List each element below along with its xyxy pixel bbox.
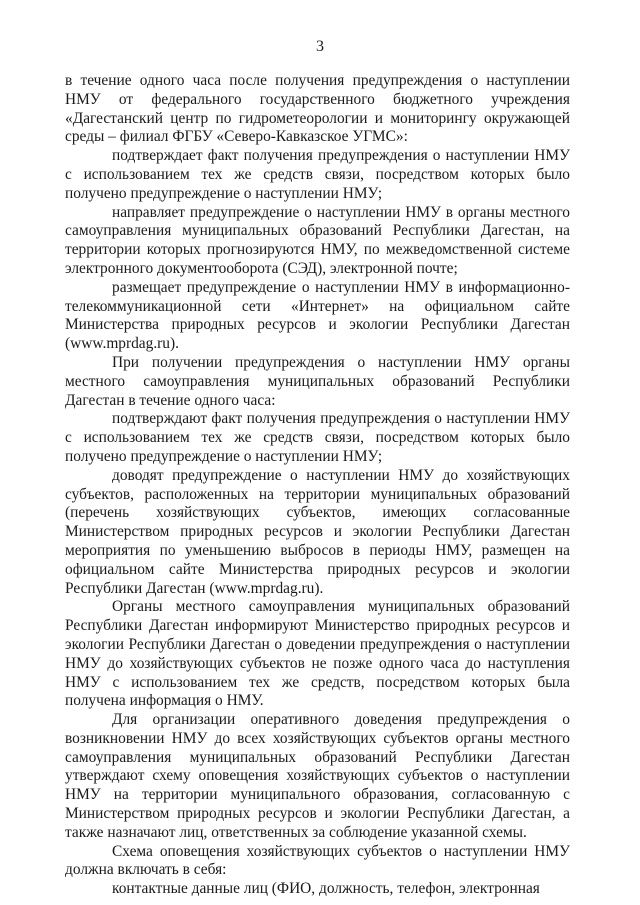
paragraph-11: контактные данные лиц (ФИО, должность, телефон, электронная xyxy=(112,880,540,898)
page-number: 3 xyxy=(316,38,324,55)
paragraph-6: подтверждают факт получения предупреждения о наступлении НМУ с использованием тех же средств связи, посредством которых было получено предупреждение о наступлении НМУ; xyxy=(65,410,570,465)
paragraph-10: Схема оповещения хозяйствующих субъектов о наступлении НМУ должна включать в себя: xyxy=(65,842,570,879)
paragraph-4: размещает предупреждение о наступлении НМУ в информационно-телекоммуникационной сети «Интернет» на официальном сайте Министерства природных ресурсов и экологии Республики Дагестан (www.mprdag.ru). xyxy=(65,278,570,353)
paragraph-9: Для организации оперативного доведения предупреждения о возникновении НМУ до всех хозяйствующих субъектов органы местного самоуправления муниципальных образований Республики Дагестан утверждают схему оповещения хозяйствующих субъектов о наступлении НМУ на территории муниципального образования, согласованную с Министерством природных ресурсов и экологии Республики Дагестан, а также назначают лиц, ответственных за соблюдение указанной схемы. xyxy=(65,711,570,841)
paragraph-1: в течение одного часа после получения предупреждения о наступлении НМУ от федерального государственного бюджетного учреждения «Дагестанский центр по гидрометеорологии и мониторингу окружающей среды – филиал ФГБУ «Северо-Кавказское УГМС»: xyxy=(65,72,570,146)
paragraph-3: направляет предупреждение о наступлении НМУ в органы местного самоуправления муниципальных образований Республики Дагестан, на территории которых прогнозируются НМУ, по межведомственной системе электронного документооборота (СЭД), электронной почте; xyxy=(65,203,570,277)
paragraph-2: подтверждает факт получения предупреждения о наступлении НМУ с использованием тех же средств связи, посредством которых было получено предупреждение о наступлении НМУ; xyxy=(65,147,570,202)
paragraph-5: При получении предупреждения о наступлении НМУ органы местного самоуправления муниципальных образований Республики Дагестан в течение одного часа: xyxy=(65,353,570,409)
paragraph-8: Органы местного самоуправления муниципальных образований Республики Дагестан информируют Министерство природных ресурсов и экологии Республики Дагестан о доведении предупреждения о наступлении НМУ до хозяйствующих субъектов не позже одного часа до наступления НМУ с использованием тех же средств, посредством которых была получена информация о НМУ. xyxy=(65,598,570,710)
paragraph-7: доводят предупреждение о наступлении НМУ до хозяйствующих субъектов, расположенных на территории муниципальных образований (перечень хозяйствующих субъектов, имеющих согласованные Министерством природных ресурсов и экологии Республики Дагестан мероприятия по уменьшению выбросов в периоды НМУ, размещен на официальном сайте Министерства природных ресурсов и экологии Республики Дагестан (www.mprdag.ru). xyxy=(65,466,570,597)
document-body xyxy=(65,72,570,899)
